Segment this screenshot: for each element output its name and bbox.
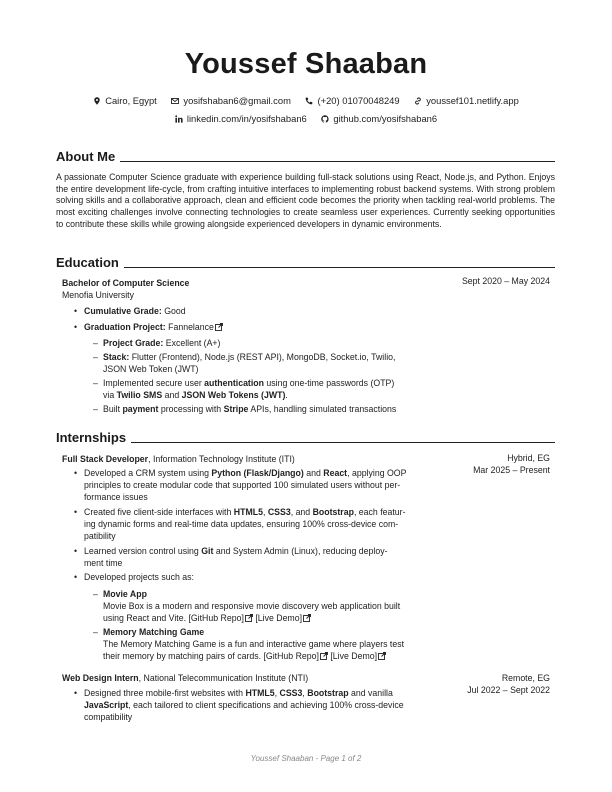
degree-title: Bachelor of Computer Science: [62, 278, 190, 288]
github-repo-link[interactable]: their memory by matching pairs of cards. [GitHub Repo]: [103, 650, 319, 661]
section-rule: [124, 267, 555, 268]
contact-email[interactable]: yosifshaban6@gmail.com: [171, 95, 290, 106]
contact-row-1: [0, 95, 612, 107]
list-item: – Built payment processing with Stripe APIs, handling simulated transactions: [93, 404, 397, 414]
contact-website[interactable]: youssef101.netlify.app: [414, 95, 519, 106]
contact-row-2: [0, 113, 612, 125]
list-item: • Cumulative Grade: Good: [74, 306, 186, 316]
project-movie-app: – Movie App Movie Box is a modern and responsive movie discovery web application built using React and Vite. [GitHub Repo] [Live Demo]: [93, 589, 401, 623]
section-rule: [131, 442, 555, 443]
live-demo-link[interactable]: [Live Demo]: [327, 650, 378, 661]
external-link-icon[interactable]: [378, 652, 386, 660]
candidate-name: Youssef Shaaban: [184, 48, 428, 80]
section-education: [56, 256, 555, 270]
phone-icon: [305, 97, 313, 105]
list-item: • Learned version control using Git and System Admin (Linux), reducing deploy- ment time: [74, 546, 388, 568]
section-internships: [56, 431, 555, 445]
section-title-education: Education: [56, 255, 119, 270]
envelope-icon: [171, 97, 179, 105]
github-repo-link[interactable]: using React and Vite. [GitHub Repo]: [103, 612, 244, 623]
list-item: • Developed a CRM system using Python (Flask/Django) and React, applying OOP principles to create modular code that supported 100 simulated users without per- formance issues: [74, 468, 407, 502]
nti-location: Remote, EG: [501, 673, 550, 683]
section-rule: [120, 161, 555, 162]
section-title-about: About Me: [56, 149, 116, 164]
list-item: – Stack: Flutter (Frontend), Node.js (REST API), MongoDB, Socket.io, Twilio, JSON Web Token (JWT): [93, 352, 396, 374]
contact-linkedin[interactable]: linkedin.com/in/yosifshaban6: [175, 113, 307, 124]
section-about: [56, 150, 555, 164]
project-memory-game: – Memory Matching Game The Memory Matching Game is a fun and interactive game where players test their memory by matching pairs of cards. [GitHub Repo] [Live Demo]: [93, 627, 405, 661]
list-item: – Project Grade: Excellent (A+): [93, 338, 221, 348]
external-link-icon[interactable]: [245, 614, 253, 622]
iti-role: Full Stack Developer, Information Technology Institute (ITI): [62, 454, 295, 464]
project-link[interactable]: Fannelance: [168, 322, 214, 332]
list-item: • Created five client-side interfaces with HTML5, CSS3, and Bootstrap, each featur- ing dynamic forms and real-time data updates, ensuring 100% cross-device com- patibility: [74, 507, 406, 541]
page-footer: Youssef Shaaban - Page 1 of 2: [250, 754, 362, 763]
nti-dates: Jul 2022 – Sept 2022: [467, 685, 550, 695]
live-demo-link[interactable]: [Live Demo]: [252, 612, 303, 623]
contact-phone[interactable]: (+20) 01070048249: [305, 95, 399, 106]
contact-github[interactable]: github.com/yosifshaban6: [321, 113, 437, 124]
list-item: • Designed three mobile-first websites with HTML5, CSS3, Bootstrap and vanilla JavaScript, each tailored to client specifications and achieving 100% cross-device compatibility: [74, 688, 404, 722]
list-item: • Developed projects such as:: [74, 572, 194, 582]
nti-role: Web Design Intern, National Telecommunication Institute (NTI): [62, 673, 309, 683]
external-link-icon[interactable]: [303, 614, 311, 622]
section-title-internships: Internships: [56, 430, 127, 445]
contact-location: Cairo, Egypt: [93, 95, 157, 106]
school-name: Menofia University: [62, 290, 134, 300]
list-item: – Implemented secure user authentication using one-time passwords (OTP) via Twilio SMS and JSON Web Tokens (JWT).: [93, 378, 395, 400]
list-item: • Graduation Project: Fannelance: [84, 322, 424, 334]
education-dates: Sept 2020 – May 2024: [461, 276, 550, 286]
about-paragraph: A passionate Computer Science graduate with experience building full-stack solutions using React, Node.js, and Python. Enjoys the entire development life-cycle, from crafting intuitive interfaces to implementing robust backend systems. With strong problem solving skills and a collaborative approach, clean and efficient code becomes the priority when tackling real-world problems. The most exciting challenges involve connecting technologies to create seamless user experiences. Currently seeking opportunities to contribute these skills while growing alongside experienced developers in dynamic environments.: [56, 172, 555, 229]
external-link-icon[interactable]: [320, 652, 328, 660]
iti-location: Hybrid, EG: [507, 453, 550, 463]
iti-dates: Mar 2025 – Present: [473, 465, 550, 475]
external-link-icon[interactable]: [215, 323, 223, 331]
link-icon: [414, 97, 422, 105]
location-pin-icon: [93, 97, 101, 105]
github-icon: [321, 115, 329, 123]
linkedin-icon: [175, 115, 183, 123]
